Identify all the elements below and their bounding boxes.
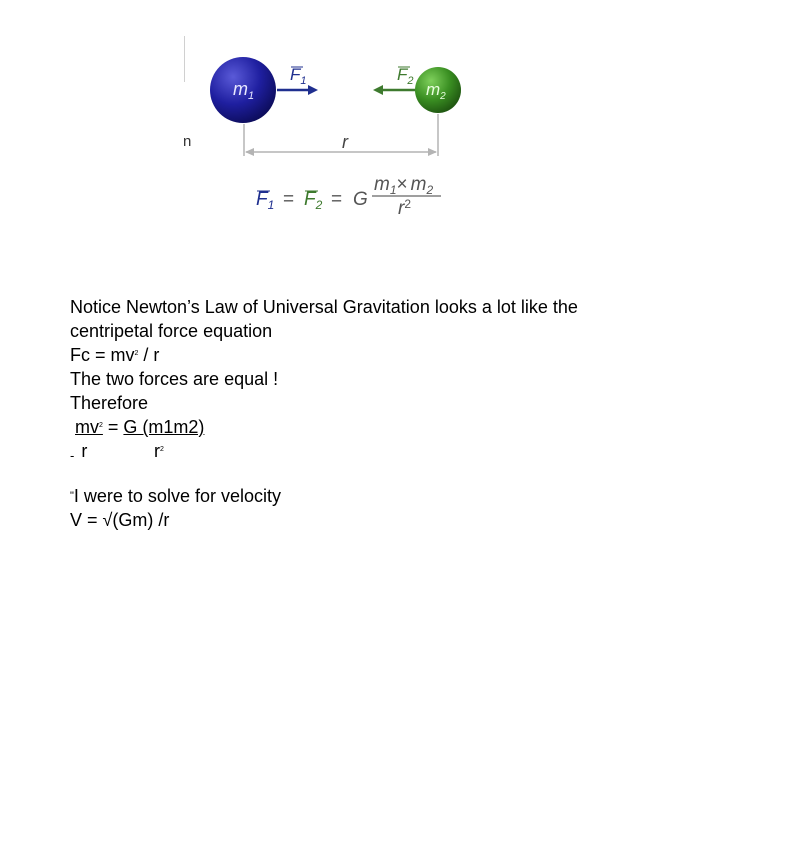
- equality-dash: -: [70, 448, 75, 463]
- force2-label: $F_2$: [397, 65, 414, 87]
- formula-numerator: $m_1\times m_2$: [374, 174, 434, 197]
- text-line-centripetal: centripetal force equation: [70, 321, 273, 341]
- distance-arrowhead-right: [428, 148, 437, 156]
- text-line-therefore: Therefore: [70, 393, 149, 413]
- mass2-label: $m_2$: [426, 80, 446, 102]
- formula-equals-1: =: [283, 189, 295, 210]
- gravitation-formula: [256, 174, 441, 219]
- gravitation-diagram: [0, 0, 800, 240]
- velocity-equation: V = √(Gm) /r: [70, 510, 170, 530]
- formula-equals-2: =: [331, 189, 343, 210]
- equality-numerator: $mv^2 = G$ (m1m2): [75, 417, 205, 437]
- text-line-solve: "I were to solve for velocity: [70, 486, 281, 506]
- side-character: n: [183, 133, 192, 150]
- formula-G: G: [353, 189, 368, 210]
- formula-denominator: $r^2$: [398, 197, 412, 219]
- equality-denominator-right: $r^2$: [154, 441, 164, 461]
- formula-f1: $F_1$: [256, 189, 275, 212]
- force1-label: $F_1$: [290, 65, 307, 87]
- formula-f2: $F_2$: [304, 189, 323, 212]
- text-line-equal-forces: The two forces are equal !: [70, 369, 279, 389]
- distance-label: r: [342, 132, 348, 152]
- mass1-label: $m_1$: [233, 79, 255, 102]
- equality-denominator-left: r: [81, 441, 88, 461]
- distance-arrowhead-left: [245, 148, 254, 156]
- force1-arrowhead: [308, 85, 318, 95]
- equality-denominator: [70, 439, 164, 465]
- centripetal-equation: $Fc = mv^2 / r$: [70, 345, 160, 365]
- force2-arrowhead: [373, 85, 383, 95]
- text-line-intro: Notice Newton’s Law of Universal Gravitation looks a lot like the: [70, 297, 578, 317]
